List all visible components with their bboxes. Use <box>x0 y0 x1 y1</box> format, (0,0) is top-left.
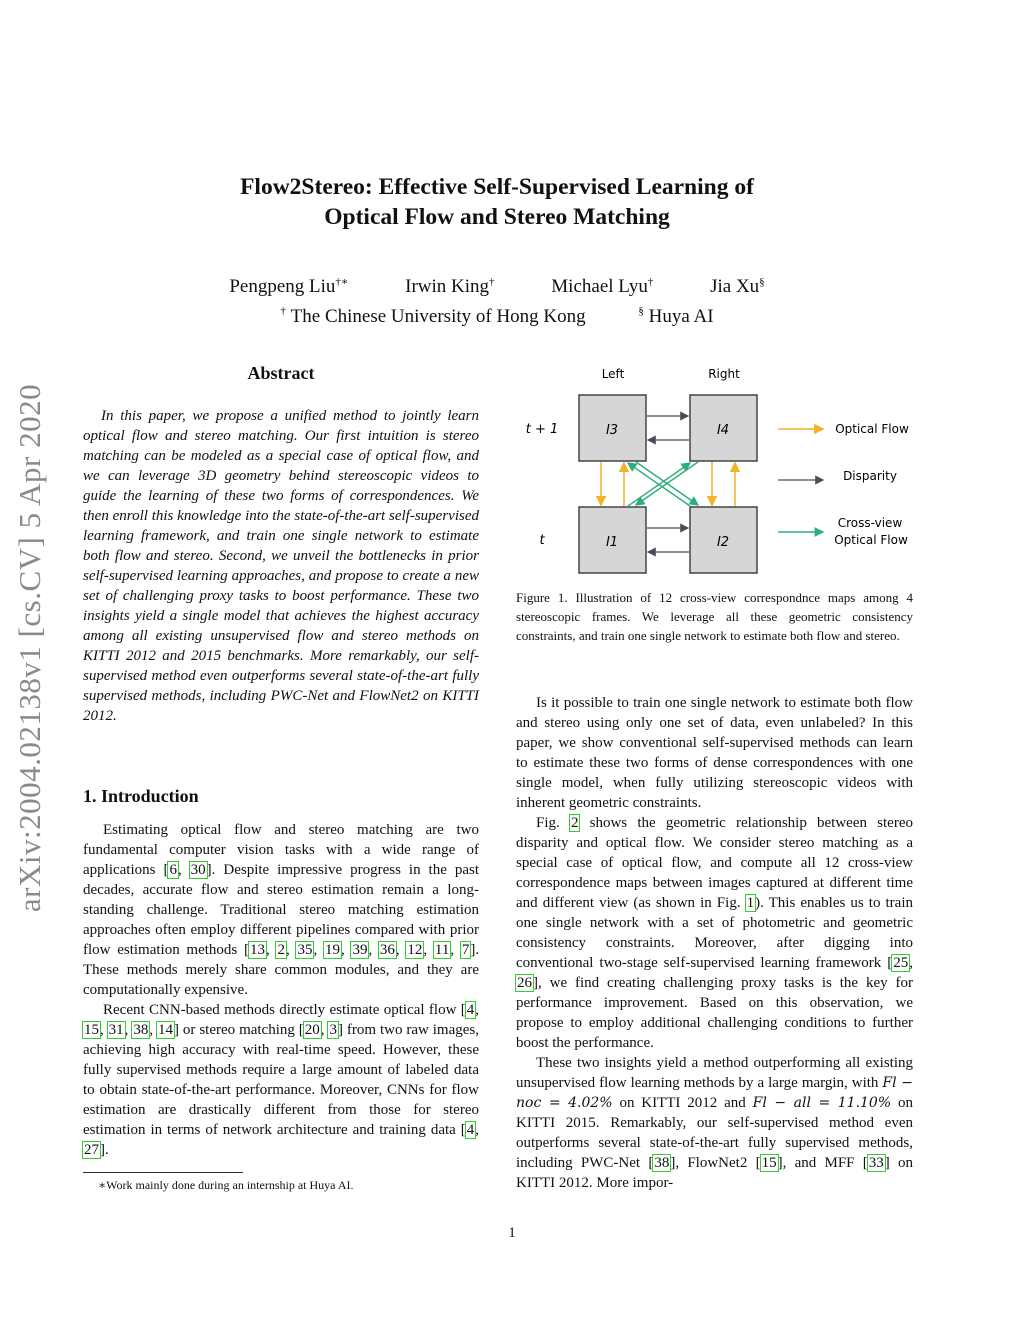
intro-paragraph-1: Estimating optical flow and stereo matching are two fundamental computer vision tasks with a wide range of applications [6, 30]. Despite impressive progress in the past decades, accurate flow and stereo estimation remain a long-standing challenge. Traditional stereo matching estimation approaches often employ different pipelines compared with prior flow estimation methods [13, 2, 35, 19, 39, 36, 12, 11, 7]. These methods merely share common modules, and they are computationally expensive. <box>83 822 480 998</box>
legend-flow-label: Optical Flow <box>835 422 909 436</box>
author-list <box>150 270 844 299</box>
footnote: ∗Work mainly done during an internship at Huya AI. <box>98 1178 354 1192</box>
affiliation-1: † The Chinese University of Hong Kong <box>280 305 586 327</box>
title-line-1: Flow2Stereo: Effective Self-Supervised Learning of <box>240 174 754 200</box>
citation-link[interactable]: 15 <box>761 1155 777 1171</box>
figure-1-diagram <box>516 358 916 578</box>
frame-label-I2: I2 <box>716 535 730 550</box>
paper-title <box>150 172 844 232</box>
citation-link[interactable]: 6 <box>169 862 177 878</box>
citation-link[interactable]: 3 <box>329 1022 337 1038</box>
citation-link[interactable]: 39 <box>352 942 368 958</box>
frame-label-I3: I3 <box>605 423 619 438</box>
citation-link[interactable]: 35 <box>297 942 313 958</box>
citation-link[interactable]: 2 <box>277 942 285 958</box>
footnote-rule <box>83 1172 243 1173</box>
figure-1-caption: Figure 1. Illustration of 12 cross-view correspondnce maps among 4 stereoscopic frames. We leverage all these geometric consistency constraints, and train one single network to estimate both flow and stereo. <box>516 590 913 643</box>
abstract-heading: Abstract <box>247 363 315 383</box>
citation-link[interactable]: 11 <box>434 942 450 958</box>
citation-link[interactable]: 38 <box>654 1155 670 1171</box>
metric-fl-all: Fl − all = 11.10% <box>752 1095 892 1111</box>
citation-link[interactable]: 4 <box>466 1122 475 1138</box>
citation-link[interactable]: 7 <box>461 942 470 958</box>
affiliation-list <box>150 299 844 328</box>
page-number: 1 <box>508 1225 516 1241</box>
author-4: Jia Xu§ <box>710 276 765 298</box>
citation-link[interactable]: 4 <box>466 1002 475 1018</box>
abstract-text: In this paper, we propose a unified method to jointly learn optical flow and stereo matching. Our first intuition is stereo matching can be modeled as a special case of optical flow, and we can leverage 3D geometry behind stereoscopic videos to guide the learning of these two forms of correspondences. We then enroll this knowledge into the state-of-the-art self-supervised learning framework, and train one single network to estimate both flow and stereo. Second, we unveil the bottlenecks in prior self-supervised learning approaches, and propose to create a new set of challenging proxy tasks to boost performance. These two insights yield a single model that achieves the highest accuracy among all existing unsupervised flow and stereo methods on KITTI 2012 and 2015 benchmarks. More remarkably, our self-supervised method even outperforms several state-of-the-art fully supervised methods, including PWC-Net and FlowNet2 on KITTI 2012. <box>83 408 479 724</box>
citation-link[interactable]: 19 <box>324 942 340 958</box>
citation-link[interactable]: 38 <box>133 1022 149 1038</box>
row-label-t: t <box>539 533 545 548</box>
citation-link[interactable]: 26 <box>517 975 532 991</box>
author-1: Pengpeng Liu†∗ <box>229 276 349 298</box>
column-label-right: Right <box>708 367 740 381</box>
citation-link[interactable]: 25 <box>893 955 909 971</box>
intro-paragraph-2: Recent CNN-based methods directly estimate optical flow [4, 15, 31, 38, 14] or stereo matching [20, 3] from two raw images, achieving high accuracy with real-time speed. However, these fully supervised methods require a large amount of labeled data to obtain state-of-the-art performance. Moreover, CNNs for flow estimation are drastically different from those for stereo estimation in terms of network architecture and training data [4, 27]. <box>83 1002 480 1158</box>
column-label-left: Left <box>601 367 625 381</box>
citation-link[interactable]: 12 <box>407 942 423 958</box>
right-paragraph-3: These two insights yield a method outperforming all existing unsupervised flow learning methods by a large margin, with Fl − noc = 4.02% on KITTI 2012 and Fl − all = 11.10% on KITTI 2015. Remarkably, our self-supervised method even outperforms several state-of-the-art fully supervised methods, including PWC-Net [38], FlowNet2 [15], and MFF [33] on KITTI 2012. More impor- <box>516 1055 914 1191</box>
metric-fl-noc: Fl − noc = 4.02% <box>516 1075 914 1111</box>
affiliation-2: § Huya AI <box>638 305 714 327</box>
frame-label-I1: I1 <box>605 535 619 550</box>
citation-link[interactable]: 33 <box>868 1155 884 1171</box>
frame-label-I4: I4 <box>716 423 730 438</box>
legend-disparity-label: Disparity <box>843 469 897 483</box>
figure-link[interactable]: 1 <box>746 895 755 911</box>
figure-link[interactable]: 2 <box>570 815 579 831</box>
citation-link[interactable]: 30 <box>190 862 206 878</box>
author-2: Irwin King† <box>405 276 495 298</box>
author-3: Michael Lyu† <box>551 276 654 298</box>
legend-cross-label-line-1: Cross-view <box>837 516 903 530</box>
citation-link[interactable]: 27 <box>84 1142 99 1158</box>
right-paragraph-1: Is it possible to train one single network to estimate both flow and stereo using only one set of data, even unlabeled? In this paper, we show conventional self-supervised methods can learn to estimate these two forms of dense correspondences with one single model, when fully utilizing stereoscopic videos with inherent geometric constraints. <box>516 695 913 811</box>
row-label-t-plus-1: t + 1 <box>525 422 559 437</box>
arxiv-stamp: arXiv:2004.02138v1 [cs.CV] 5 Apr 2020 <box>12 383 47 913</box>
citation-link[interactable]: 20 <box>304 1022 320 1038</box>
citation-link[interactable]: 36 <box>379 942 395 958</box>
citation-link[interactable]: 13 <box>250 942 265 958</box>
citation-link[interactable]: 14 <box>158 1022 174 1038</box>
citation-link[interactable]: 31 <box>108 1022 124 1038</box>
author-block <box>150 270 844 329</box>
title-line-2: Optical Flow and Stereo Matching <box>324 204 670 230</box>
section-heading-introduction: 1. Introduction <box>83 786 199 806</box>
citation-link[interactable]: 15 <box>84 1022 99 1038</box>
legend-cross-label-line-2: Optical Flow <box>834 533 908 547</box>
right-paragraph-2: Fig. 2 shows the geometric relationship between stereo disparity and optical flow. We consider stereo matching as a special case of optical flow, and compute all 12 cross-view correspondence maps between images captured at different time and different view (as shown in Fig. 1). This enables us to train one single network with a set of photometric and geometric consistency constraints. Moreover, after digging into conventional two-stage self-supervised learning framework [25, 26], we find creating challenging proxy tasks is the key for performance improvement. Based on this observation, we propose to employ additional challenging conditions to further boost the performance. <box>516 815 913 1051</box>
